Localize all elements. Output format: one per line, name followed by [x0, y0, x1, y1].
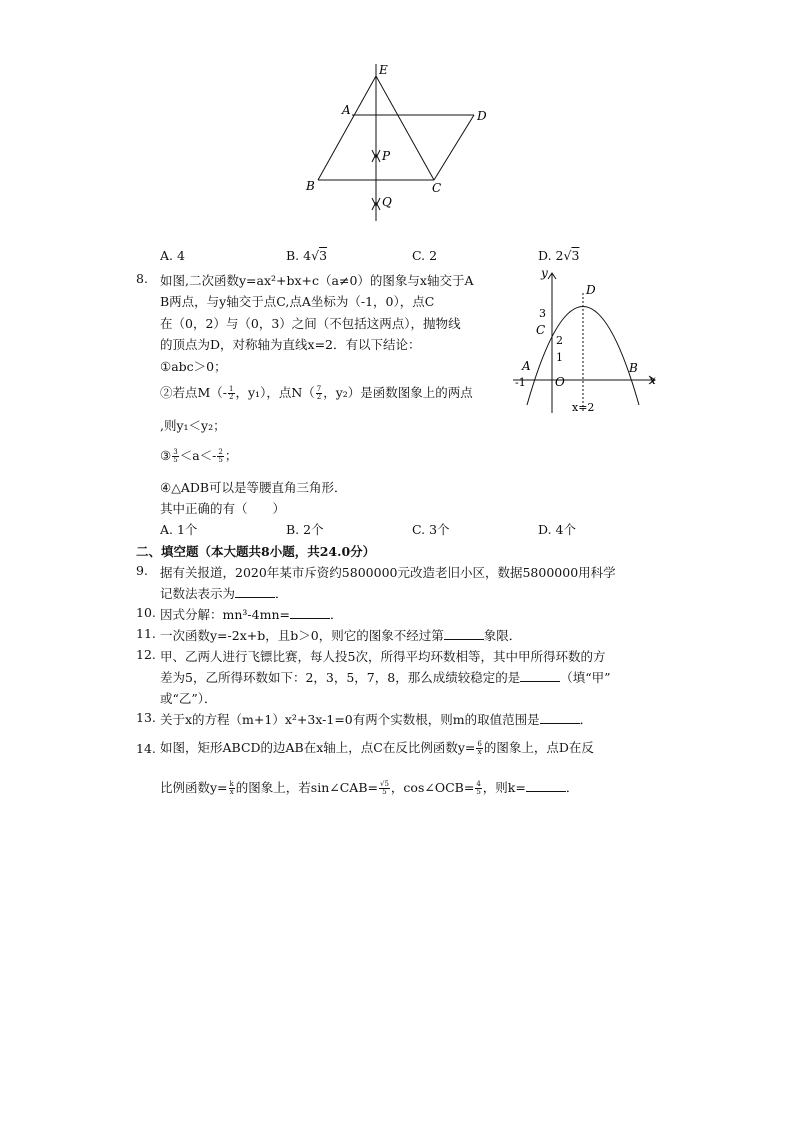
label-A: A — [342, 103, 351, 117]
fraction: $\frac{√5}{5}$ — [380, 780, 389, 796]
fraction: $\frac{4}{5}$ — [476, 780, 481, 796]
graph-tick-neg1: -1 — [515, 376, 526, 389]
q8-line-3: 在（0，2）与（0，3）之间（不包括这两点），抛物线 — [160, 316, 461, 331]
q9-line-1: 据有关报道，2020年某市斥资约5800000元改造老旧小区，数据5800000用科学 — [160, 565, 616, 580]
q8-conclusion-2: ②若点M（- $\frac{1}{2}$ ，y₁），点N（ $\frac{7}{2}$ ，y₂）是函数图象上的两点 — [160, 385, 473, 401]
q8-conclusion-1: ①abc＞0； — [160, 359, 227, 374]
q13-number: 13. — [136, 710, 156, 725]
answer-blank[interactable] — [444, 629, 484, 640]
q8-option-a: A. 1个 — [160, 522, 198, 537]
fraction: $\frac{1}{2}$ — [229, 385, 234, 401]
q12-line-3: 或“乙”）． — [160, 691, 217, 706]
label-B: B — [306, 179, 315, 193]
graph-D-label: D — [586, 283, 596, 297]
q8-line-4: 的顶点为D，对称轴为直线x=2．有以下结论： — [160, 337, 421, 352]
graph-tick-2: 2 — [556, 334, 563, 347]
q7-option-d-prefix: D. 2 — [538, 248, 564, 263]
q8-option-d: D. 4个 — [538, 522, 576, 537]
label-E: E — [379, 63, 388, 77]
graph-O-label: O — [555, 375, 565, 389]
label-Q: Q — [382, 195, 392, 209]
q14-number: 14. — [136, 741, 156, 756]
section-2-title: 二、填空题（本大题共8小题，共24.0分） — [136, 544, 376, 559]
parallelogram-figure — [300, 58, 500, 228]
graph-A-label: A — [522, 359, 531, 373]
graph-B-label: B — [629, 361, 638, 375]
q14-line-2: 比例函数y= $\frac{k}{x}$ 的图象上，若sin∠CAB= $\frac{√5}{5}$ ，cos∠OCB= $\frac{4}{5}$ ，则k= ． — [160, 780, 579, 796]
graph-axis-label: x=2 — [572, 401, 595, 414]
q8-option-b: B. 2个 — [286, 522, 324, 537]
q8-conclusion-4: ④△ADB可以是等腰直角三角形． — [160, 480, 347, 495]
graph-tick-1: 1 — [556, 351, 563, 364]
label-C: C — [432, 181, 442, 195]
q11-text: 一次函数y=-2x+b，且b＞0，则它的图象不经过第 象限． — [160, 628, 522, 643]
fraction: $\frac{k}{x}$ — [229, 780, 234, 796]
q11-number: 11. — [136, 626, 156, 641]
q9-line-2: 记数法表示为 ． — [160, 586, 288, 601]
parabola-figure — [505, 265, 665, 420]
q9-number: 9. — [136, 563, 148, 578]
graph-y-label: y — [541, 266, 548, 280]
answer-blank[interactable] — [290, 608, 330, 619]
q8-option-c: C. 3个 — [412, 522, 450, 537]
fraction: $\frac{2}{5}$ — [218, 448, 223, 464]
q8-number: 8. — [136, 271, 148, 286]
label-P: P — [382, 149, 391, 163]
answer-blank[interactable] — [540, 713, 580, 724]
graph-x-label: x — [649, 373, 656, 387]
q12-number: 12. — [136, 647, 156, 662]
graph-C-label: C — [536, 323, 546, 337]
q8-conclusion-2-cont: ,则y₁＜y₂； — [160, 418, 226, 433]
q7-option-d-radicand: 3 — [571, 248, 580, 263]
q13-text: 关于x的方程（m+1）x²+3x-1=0有两个实数根，则m的取值范围是 ． — [160, 712, 593, 727]
q10-number: 10. — [136, 605, 156, 620]
answer-blank[interactable] — [235, 587, 275, 598]
q10-text: 因式分解：mn³-4mn= ． — [160, 607, 343, 622]
q8-ask: 其中正确的有（ ） — [160, 501, 286, 516]
q12-line-1: 甲、乙两人进行飞镖比赛，每人投5次，所得平均环数相等，其中甲所得环数的方 — [160, 649, 606, 664]
q7-option-a: A. 4 — [160, 248, 185, 263]
q7-option-d: D. 2√3 — [538, 248, 580, 263]
answer-blank[interactable] — [526, 781, 566, 792]
fraction: $\frac{3}{5}$ — [173, 448, 178, 464]
q7-option-b-radicand: 3 — [319, 248, 328, 263]
q14-line-1: 如图，矩形ABCD的边AB在x轴上，点C在反比例函数y= $\frac{6}{x}$ 的图象上，点D在反 — [160, 740, 594, 756]
fraction: $\frac{7}{2}$ — [316, 385, 322, 401]
q7-option-b-prefix: B. 4 — [286, 248, 312, 263]
q8-line-2: B两点，与y轴交于点C,点A坐标为（-1，0），点C — [160, 294, 435, 309]
label-D: D — [477, 109, 487, 123]
q12-line-2: 差为5，乙所得环数如下：2，3，5，7，8，那么成绩较稳定的是 （填“甲” — [160, 670, 611, 685]
graph-tick-3: 3 — [539, 307, 546, 320]
q7-option-c: C. 2 — [412, 248, 438, 263]
answer-blank[interactable] — [520, 671, 560, 682]
q8-conclusion-3: ③ $\frac{3}{5}$ ＜a＜- $\frac{2}{5}$ ； — [160, 448, 238, 464]
fraction: $\frac{6}{x}$ — [477, 740, 482, 756]
q8-line-1: 如图,二次函数y=ax²+bx+c（a≠0）的图象与x轴交于A — [160, 273, 474, 288]
q7-option-b: B. 4√3 — [286, 248, 328, 263]
